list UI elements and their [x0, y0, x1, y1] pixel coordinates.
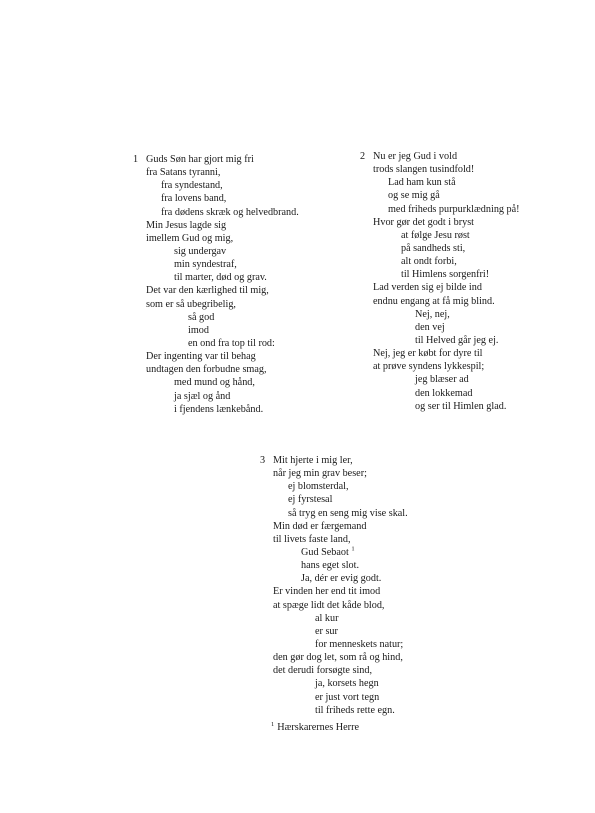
verse-line: [146, 324, 299, 337]
stanza-lines: [273, 454, 408, 717]
verse-line-text: til Himlens sorgenfri!: [401, 269, 490, 281]
verse-line-text: Gud Sebaot: [301, 546, 349, 558]
verse-line: [146, 390, 299, 403]
verse-line-text: Lad ham kun stå: [388, 177, 456, 189]
verse-line-text: så tryg en seng mig vise skal.: [288, 507, 408, 519]
verse-line: [273, 704, 408, 717]
verse-line-text: Nej, jeg er købt for dyre til: [373, 348, 483, 360]
stanza-number: 3: [260, 455, 266, 466]
verse-line: [373, 347, 520, 360]
footnote: [271, 722, 359, 733]
verse-line-text: Min Jesus lagde sig: [146, 219, 227, 231]
verse-line: [146, 284, 299, 297]
verse-line-text: ej fyrstesal: [288, 494, 333, 506]
verse-line: [273, 546, 408, 559]
verse-line-text: trods slangen tusindfold!: [373, 164, 475, 176]
verse-line: [373, 268, 520, 281]
verse-line: [373, 281, 520, 294]
verse-line: [273, 612, 408, 625]
verse-line-text: at prøve syndens lykkespil;: [373, 361, 485, 373]
verse-line-text: til livets faste land,: [273, 533, 351, 545]
verse-line: [273, 559, 408, 572]
verse-line: [373, 189, 520, 202]
verse-line: [273, 664, 408, 677]
verse-line-text: med mund og hånd,: [174, 377, 255, 389]
verse-line: [373, 360, 520, 373]
verse-line-text: Nu er jeg Gud i vold: [373, 151, 458, 162]
verse-line-text: når jeg min grav beser;: [273, 468, 367, 480]
verse-line: [373, 242, 520, 255]
verse-line-text: med friheds purpurklædning på!: [388, 203, 520, 215]
verse-line: [146, 219, 299, 232]
verse-line-text: fra Satans tyranni,: [146, 167, 221, 179]
verse-line-text: endnu engang at få mig blind.: [373, 295, 495, 307]
verse-line-text: Guds Søn har gjort mig fri: [146, 154, 254, 165]
verse-line-text: så god: [188, 311, 215, 323]
verse-line-text: Der ingenting var til behag: [146, 351, 256, 363]
verse-line-text: og se mig gå: [388, 190, 440, 202]
verse-line: [146, 153, 299, 166]
verse-line: [373, 229, 520, 242]
stanza-lines: [373, 150, 520, 413]
verse-line: [373, 150, 520, 163]
verse-line: [146, 166, 299, 179]
verse-line: [373, 400, 520, 413]
verse-line: [273, 533, 408, 546]
verse-line: [146, 403, 299, 416]
verse-line: [273, 677, 408, 690]
verse-line-text: er sur: [315, 625, 338, 637]
verse-line-text: og ser til Himlen glad.: [415, 400, 507, 412]
verse-line-text: ja, korsets hegn: [315, 678, 379, 690]
verse-line-text: den gør dog let, som rå og hind,: [273, 652, 403, 664]
verse-line: [273, 651, 408, 664]
verse-line-text: en ond fra top til rod:: [188, 337, 275, 349]
footnote-reference: 1: [351, 545, 355, 553]
stanza-3: [260, 454, 408, 717]
verse-line-text: imod: [188, 324, 209, 336]
verse-line: [146, 206, 299, 219]
verse-line-text: som er så ubegribelig,: [146, 298, 236, 310]
verse-line: [373, 255, 520, 268]
verse-line: [146, 271, 299, 284]
verse-line: [146, 245, 299, 258]
verse-line: [373, 321, 520, 334]
verse-line: [146, 258, 299, 271]
verse-line: [373, 176, 520, 189]
verse-line: [273, 572, 408, 585]
verse-line: [373, 308, 520, 321]
verse-line-text: at spæge lidt det kåde blod,: [273, 599, 385, 611]
verse-line: [373, 295, 520, 308]
verse-line-text: alt ondt forbi,: [401, 256, 457, 268]
stanza-2: [360, 150, 520, 413]
verse-line: [273, 454, 408, 467]
verse-line-text: den vej: [415, 321, 445, 333]
verse-line-text: den lokkemad: [415, 387, 473, 399]
verse-line-text: Nej, nej,: [415, 308, 450, 320]
verse-line-text: i fjendens lænkebånd.: [174, 403, 264, 415]
verse-line: [146, 376, 299, 389]
verse-line-text: at følge Jesu røst: [401, 229, 470, 241]
verse-line-text: min syndestraf,: [174, 259, 237, 271]
verse-line-text: Hvor gør det godt i bryst: [373, 216, 475, 228]
verse-line: [273, 638, 408, 651]
verse-line-text: Min død er færgemand: [273, 520, 367, 532]
verse-line-text: undtagen den forbudne smag,: [146, 364, 267, 376]
verse-line-text: imellem Gud og mig,: [146, 232, 234, 244]
verse-line: [373, 203, 520, 216]
verse-line: [146, 298, 299, 311]
verse-line-text: ja sjæl og ånd: [174, 390, 231, 402]
verse-line-text: Det var den kærlighed til mig,: [146, 285, 269, 297]
stanza-1: [133, 153, 299, 416]
verse-line-text: fra dødens skræk og helvedbrand.: [161, 206, 299, 218]
verse-line: [373, 334, 520, 347]
verse-line-text: Lad verden sig ej bilde ind: [373, 282, 482, 294]
verse-line-text: sig undergav: [174, 245, 227, 257]
footnote-mark: 1: [271, 720, 275, 728]
verse-line-text: til Helved går jeg ej.: [415, 334, 499, 346]
verse-line-text: til marter, død og grav.: [174, 272, 267, 284]
verse-line: [273, 520, 408, 533]
verse-line: [146, 337, 299, 350]
verse-line: [273, 625, 408, 638]
verse-line-text: er just vort tegn: [315, 691, 380, 703]
verse-line: [273, 480, 408, 493]
verse-line-text: Mit hjerte i mig ler,: [273, 455, 353, 466]
verse-line-text: ej blomsterdal,: [288, 481, 349, 493]
verse-line-text: på sandheds sti,: [401, 242, 466, 254]
stanza-lines: [146, 153, 299, 416]
verse-line: [146, 363, 299, 376]
verse-line-text: for menneskets natur;: [315, 638, 404, 650]
verse-line: [373, 216, 520, 229]
verse-line-text: fra lovens band,: [161, 193, 227, 205]
verse-line-text: Er vinden her end tit imod: [273, 586, 381, 598]
verse-line: [146, 232, 299, 245]
verse-line: [146, 192, 299, 205]
verse-line: [373, 163, 520, 176]
verse-line: [273, 599, 408, 612]
footnote-text: Hærskarernes Herre: [277, 722, 359, 733]
verse-line: [273, 507, 408, 520]
verse-line: [146, 350, 299, 363]
verse-line-text: fra syndestand,: [161, 180, 223, 192]
verse-line: [373, 387, 520, 400]
verse-line-text: hans eget slot.: [301, 560, 360, 572]
stanza-number: 2: [360, 151, 366, 162]
verse-line: [373, 373, 520, 386]
verse-line: [273, 467, 408, 480]
verse-line: [146, 311, 299, 324]
verse-line-text: al kur: [315, 612, 339, 624]
verse-line-text: Ja, dér er evig godt.: [301, 573, 382, 585]
verse-line: [273, 585, 408, 598]
verse-line-text: til friheds rette egn.: [315, 704, 395, 716]
verse-line-text: det derudi forsøgte sind,: [273, 665, 373, 677]
verse-line: [273, 493, 408, 506]
stanza-number: 1: [133, 154, 139, 165]
verse-line-text: jeg blæser ad: [415, 374, 469, 386]
verse-line: [273, 691, 408, 704]
verse-line: [146, 179, 299, 192]
